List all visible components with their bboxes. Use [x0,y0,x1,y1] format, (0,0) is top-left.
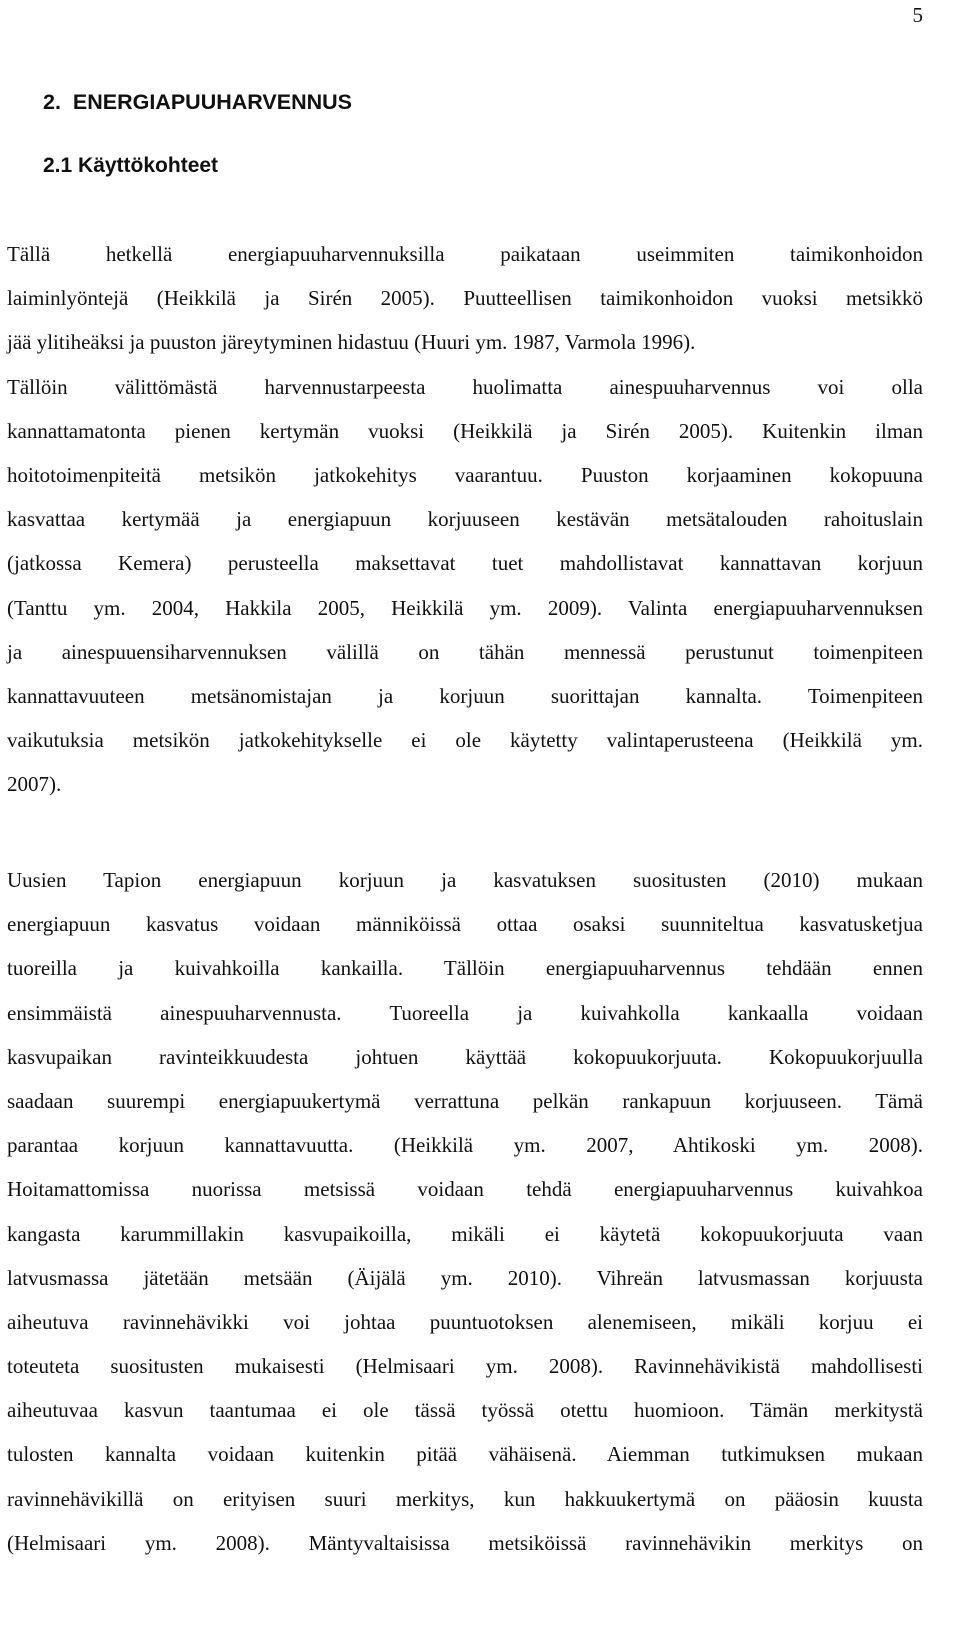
paragraph-1 [7,232,923,806]
text-line: kasvupaikan ravinteikkuudesta johtuen käyttää kokopuukorjuuta. Kokopuukorjuulla [7,1044,923,1069]
text-line: kannattamatonta pienen kertymän vuoksi (Heikkilä ja Sirén 2005). Kuitenkin ilman [7,418,923,443]
text-line: kannattavuuteen metsänomistajan ja korjuun suorittajan kannalta. Toimenpiteen [7,683,923,708]
chapter-heading: 2. ENERGIAPUUHARVENNUS [43,90,353,114]
text-line: laiminlyöntejä (Heikkilä ja Sirén 2005). Puutteellisen taimikonhoidon vuoksi metsikkö [7,286,923,311]
text-line: ja ainespuuensiharvennuksen välillä on tähän mennessä perustunut toimenpiteen [7,639,923,664]
text-line: parantaa korjuun kannattavuutta. (Heikkilä ym. 2007, Ahtikoski ym. 2008). [7,1133,923,1158]
text-line: (Tanttu ym. 2004, Hakkila 2005, Heikkilä ym. 2009). Valinta energiapuuharvennuksen [7,595,923,620]
text-line: kasvattaa kertymää ja energiapuun korjuuseen kestävän metsätalouden rahoituslain [7,507,923,532]
paragraph-2 [7,858,923,1565]
text-line: tulosten kannalta voidaan kuitenkin pitää vähäisenä. Aiemman tutkimuksen mukaan [7,1442,923,1467]
text-line: energiapuun kasvatus voidaan männiköissä ottaa osaksi suunniteltua kasvatusketjua [7,912,923,937]
text-line: hoitotoimenpiteitä metsikön jatkokehitys vaarantuu. Puuston korjaaminen kokopuuna [7,462,923,487]
text-line: vaikutuksia metsikön jatkokehitykselle ei ole käytetty valintaperusteena (Heikkilä ym. [7,728,923,753]
text-line: ravinnehävikillä on erityisen suuri merkitys, kun hakkuukertymä on pääosin kuusta [7,1486,923,1511]
text-line: toteuteta suositusten mukaisesti (Helmisaari ym. 2008). Ravinnehävikistä mahdollisesti [7,1354,923,1379]
text-line: tuoreilla ja kuivahkoilla kankailla. Tällöin energiapuuharvennus tehdään ennen [7,956,923,981]
text-line: ensimmäistä ainespuuharvennusta. Tuoreella ja kuivahkolla kankaalla voidaan [7,1000,923,1025]
text-line: jää ylitiheäksi ja puuston järeytyminen hidastuu (Huuri ym. 1987, Varmola 1996). [7,330,696,355]
text-line: aiheutuvaa kasvun taantumaa ei ole tässä työssä otettu huomioon. Tämän merkitystä [7,1398,923,1423]
text-line: Hoitamattomissa nuorissa metsissä voidaan tehdä energiapuuharvennus kuivahkoa [7,1177,923,1202]
section-heading: 2.1 Käyttökohteet [43,154,219,177]
text-line: 2007). [7,772,62,797]
page-number: 5 [912,3,923,27]
text-line: kangasta karummillakin kasvupaikoilla, mikäli ei käytetä kokopuukorjuuta vaan [7,1221,923,1246]
text-line: (jatkossa Kemera) perusteella maksettavat tuet mahdollistavat kannattavan korjuun [7,551,923,576]
text-line: saadaan suurempi energiapuukertymä verrattuna pelkän rankapuun korjuuseen. Tämä [7,1088,923,1113]
text-line: latvusmassa jätetään metsään (Äijälä ym. 2010). Vihreän latvusmassan korjuusta [7,1265,923,1290]
text-line: aiheutuva ravinnehävikki voi johtaa puuntuotoksen alenemiseen, mikäli korjuu ei [7,1309,923,1334]
text-line: Uusien Tapion energiapuun korjuun ja kasvatuksen suositusten (2010) mukaan [7,868,923,892]
text-line: Tällä hetkellä energiapuuharvennuksilla paikataan useimmiten taimikonhoidon [7,242,923,266]
text-line: (Helmisaari ym. 2008). Mäntyvaltaisissa metsiköissä ravinnehävikin merkitys on [7,1530,923,1555]
text-line: Tällöin välittömästä harvennustarpeesta huolimatta ainespuuharvennus voi olla [7,374,923,399]
